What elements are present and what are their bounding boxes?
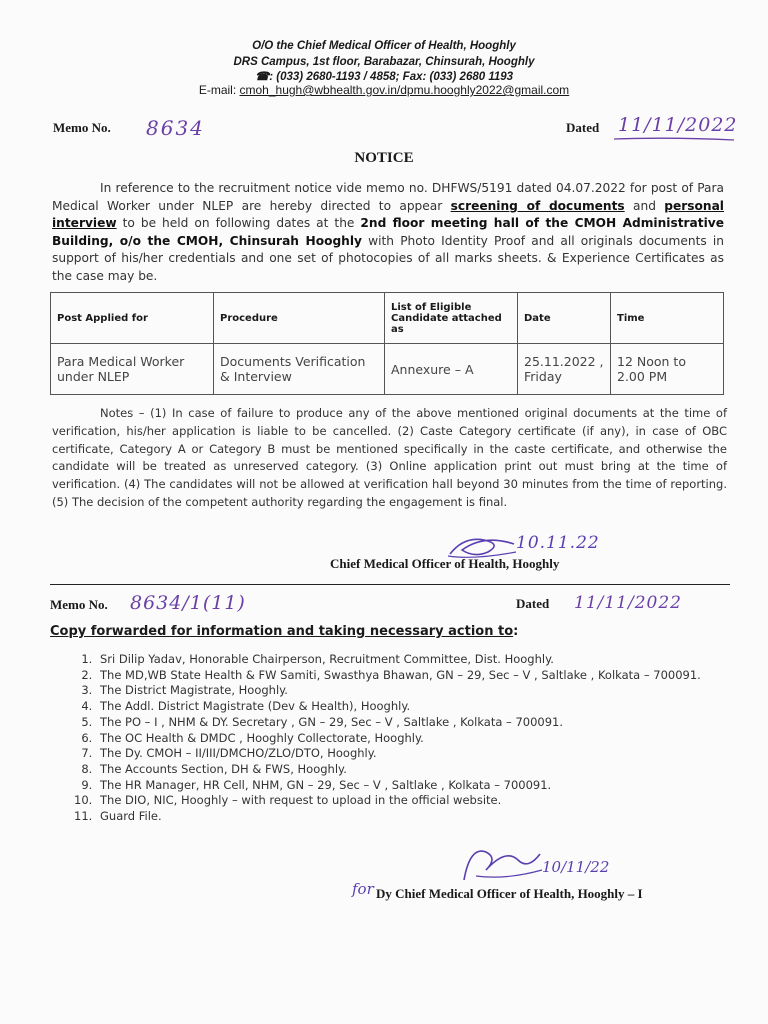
table-cell: Documents Verification & Interview [214, 344, 385, 395]
memo2-date-handwritten: 11/11/2022 [574, 593, 682, 613]
body-underlined-screening: screening of documents [450, 198, 625, 213]
recipient-list [52, 652, 768, 825]
table-header: Procedure [214, 293, 385, 344]
signature-date-handwritten: 10.11.22 [516, 533, 600, 553]
table-cell: 25.11.2022 , Friday [518, 344, 611, 395]
list-item: 3. The District Magistrate, Hooghly. [96, 683, 768, 699]
memo-label: Memo No. [53, 120, 111, 135]
table-cell: Para Medical Worker under NLEP [51, 344, 214, 395]
table-row [51, 344, 724, 395]
signature-title-dy-cmoh: Dy Chief Medical Officer of Health, Hooghly – I [376, 886, 643, 901]
list-item: 5. The PO – I , NHM & DY. Secretary , GN – 29, Sec – V , Saltlake , Kolkata – 700091. [96, 715, 768, 731]
copy-heading: Copy forwarded for information and taking necessary action to [50, 624, 514, 639]
office-address: DRS Campus, 1st floor, Barabazar, Chinsurah, Hooghly [233, 56, 535, 68]
body-text-1: In reference to the recruitment notice vide memo no. DHFWS/5191 dated 04.07.2022 for post of Para Medical Worker under NLEP are hereby directed to appear [52, 181, 724, 213]
email-prefix: E-mail: [198, 83, 240, 97]
list-item: 9. The HR Manager, HR Cell, NHM, GN – 29, Sec – V , Saltlake , Kolkata – 700091. [96, 778, 768, 794]
notes-paragraph: Notes – (1) In case of failure to produce any of the above mentioned original documents at the time of verification, his/her application is liable to be cancelled. (2) Caste Category certificate (if any), in case of OBC certificate, Category A or Category B must be mentioned specifically in the caste certificate, and otherwise the candidate will be treated as unreserved category. (3) Online application print out must bring at the time of verification. (4) The candidates will not be allowed at verification hall beyond 30 minutes from the time of reporting. (5) The decision of the competent authority regarding the engagement is final. [52, 406, 727, 509]
notice-body [52, 180, 724, 285]
list-item: 2. The MD,WB State Health & FW Samiti, Swasthya Bhawan, GN – 29, Sec – V , Saltlake , Kolkata – 700091. [96, 668, 768, 684]
signature2-for-prefix: for [352, 880, 374, 898]
table-header: Time [611, 293, 724, 344]
list-item: 10. The DIO, NIC, Hooghly – with request to upload in the official website. [96, 793, 768, 809]
notice-title: NOTICE [354, 150, 414, 166]
signature2-date-handwritten: 10/11/22 [542, 858, 610, 876]
list-item: 8. The Accounts Section, DH & FWS, Hooghly. [96, 762, 768, 778]
table-header: List of Eligible Candidate attached as [385, 293, 518, 344]
date-underline-stroke [612, 136, 737, 142]
body-venue-bold: 2nd floor meeting hall of the CMOH Administrative Building, o/o the CMOH, Chinsurah Hooghly [52, 216, 724, 248]
table-cell: 12 Noon to 2.00 PM [611, 344, 724, 395]
copy-heading-line [50, 624, 518, 639]
signature2-scribble [456, 840, 546, 888]
body-underlined-interview: personal interview [52, 198, 724, 230]
memo2-number-handwritten: 8634/1(11) [130, 592, 246, 614]
signature-title-cmoh: Chief Medical Officer of Health, Hooghly [330, 556, 560, 571]
body-text-3: to be held on following dates at the [116, 216, 361, 230]
body-text-4: with Photo Identity Proof and all originals documents in support of his/her credentials and one set of photocopies of all marks sheets. & Experience Certificates as the case may be. [52, 233, 724, 283]
copy-heading-colon: : [513, 624, 519, 639]
memo-date-handwritten: 11/11/2022 [618, 114, 738, 136]
email-address: cmoh_hugh@wbhealth.gov.in/dpmu.hooghly2022@gmail.com [239, 83, 570, 97]
section-divider [50, 584, 730, 585]
list-item: 4. The Addl. District Magistrate (Dev & Health), Hooghly. [96, 699, 768, 715]
list-item: 6. The OC Health & DMDC , Hooghly Collectorate, Hooghly. [96, 731, 768, 747]
dated-label: Dated [566, 120, 600, 135]
list-item: 1. Sri Dilip Yadav, Honorable Chairperson, Recruitment Committee, Dist. Hooghly. [96, 652, 768, 668]
body-text-2: and [624, 198, 665, 213]
memo2-label: Memo No. [50, 597, 108, 612]
memo-number-handwritten: 8634 [146, 116, 205, 140]
schedule-table [50, 292, 724, 395]
table-header: Date [518, 293, 611, 344]
office-name: O/O the Chief Medical Officer of Health, Hooghly [252, 40, 516, 52]
list-item: 7. The Dy. CMOH – II/III/DMCHO/ZLO/DTO, Hooghly. [96, 746, 768, 762]
office-phone: ☎: (033) 2680-1193 / 4858; Fax: (033) 2680 1193 [254, 71, 514, 83]
table-cell: Annexure – A [385, 344, 518, 395]
list-item: 11. Guard File. [96, 809, 768, 825]
table-header-row [51, 293, 724, 344]
office-email-line [0, 83, 768, 97]
table-header: Post Applied for [51, 293, 214, 344]
memo2-dated-label: Dated [516, 596, 550, 611]
